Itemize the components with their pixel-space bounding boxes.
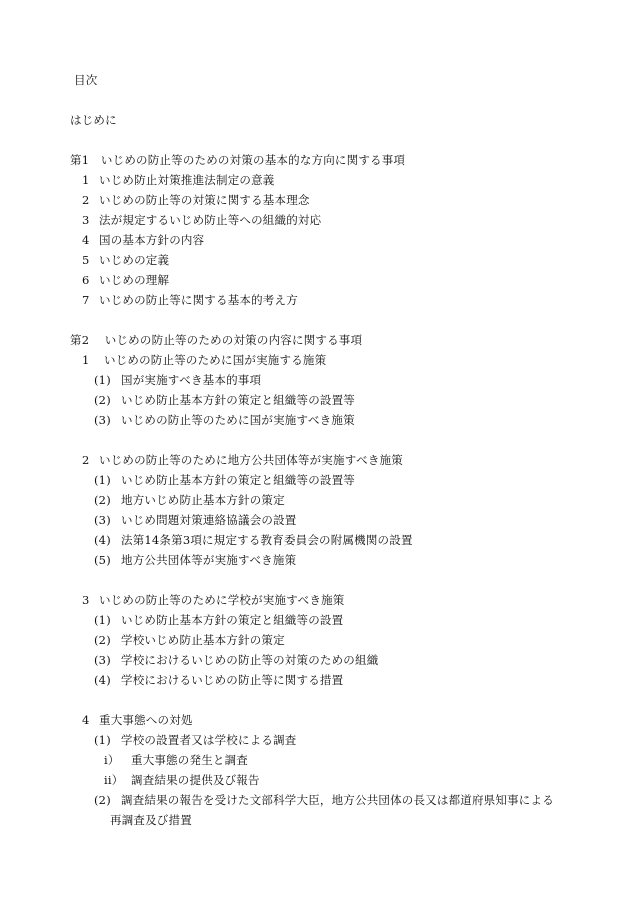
entry-number: (2) — [94, 493, 111, 507]
toc-entry — [82, 253, 169, 267]
entry-number: 5 — [82, 253, 90, 267]
entry-text: 法第14条第3項に規定する教育委員会の附属機関の設置 — [121, 533, 413, 547]
toc-entry — [94, 393, 355, 407]
entry-text: 法が規定するいじめ防止等への組織的対応 — [99, 213, 322, 227]
entry-text: いじめ問題対策連絡協議会の設置 — [121, 513, 297, 527]
section-text: いじめの防止等のために学校が実施すべき施策 — [99, 593, 345, 607]
toc-entry — [82, 273, 169, 287]
entry-text: いじめ防止基本方針の策定と組織等の設置等 — [121, 473, 355, 487]
section-title — [82, 713, 193, 727]
entry-number: 4 — [82, 233, 90, 247]
toc-entry — [94, 733, 297, 747]
section-number: 3 — [82, 593, 90, 607]
entry-text: 地方いじめ防止基本方針の策定 — [121, 493, 285, 507]
entry-text: いじめ防止対策推進法制定の意義 — [99, 173, 275, 187]
entry-number: (1) — [94, 613, 111, 627]
toc-entry — [94, 413, 355, 427]
entry-text: 国が実施すべき基本的事項 — [121, 373, 262, 387]
entry-text: いじめの防止等のために国が実施すべき施策 — [121, 413, 355, 427]
entry-text: 学校におけるいじめの防止等に関する措置 — [121, 673, 344, 687]
toc-heading: 目次 — [74, 73, 98, 87]
section-title — [82, 353, 326, 367]
toc-entry — [94, 373, 261, 387]
entry-text: いじめの理解 — [99, 273, 170, 287]
subentry-text: 重大事態の発生と調査 — [131, 753, 248, 767]
section-title — [82, 593, 344, 607]
entry-number: 6 — [82, 273, 90, 287]
entry-text: いじめの定義 — [99, 253, 170, 267]
entry-text: いじめ防止基本方針の策定と組織等の設置等 — [121, 393, 355, 407]
section-text: いじめの防止等のために地方公共団体等が実施すべき施策 — [99, 453, 403, 467]
toc-entry — [82, 173, 275, 187]
entry-number: (3) — [94, 653, 111, 667]
toc-entry — [82, 293, 298, 307]
entry-number: (2) — [94, 393, 111, 407]
section-text: 重大事態への対処 — [99, 713, 193, 727]
entry-number: (4) — [94, 673, 111, 687]
toc-entry — [82, 213, 321, 227]
section-text: いじめの防止等のために国が実施する施策 — [104, 353, 327, 367]
toc-entry — [94, 673, 343, 687]
toc-subentry — [104, 753, 248, 767]
entry-text: 学校におけるいじめの防止等の対策のための組織 — [121, 653, 379, 667]
entry-number: (1) — [94, 373, 111, 387]
toc-entry — [94, 493, 285, 507]
entry-number: (5) — [94, 553, 111, 567]
entry-text: いじめ防止基本方針の策定と組織等の設置 — [121, 613, 344, 627]
section-number: 2 — [82, 453, 90, 467]
entry-number: 7 — [82, 293, 90, 307]
entry-text: 調査結果の報告を受けた文部科学大臣，地方公共団体の長又は都道府県知事による — [121, 793, 554, 807]
entry-number: (2) — [94, 633, 111, 647]
section-number: 1 — [82, 353, 90, 367]
toc-entry — [94, 793, 554, 807]
toc-subentry — [104, 773, 260, 787]
section-title — [82, 453, 403, 467]
entry-text: 学校いじめ防止基本方針の策定 — [121, 633, 285, 647]
entry-number: (2) — [94, 793, 111, 807]
entry-continuation: 再調査及び措置 — [110, 813, 192, 827]
entry-number: (1) — [94, 473, 111, 487]
entry-number: 1 — [82, 173, 90, 187]
subentry-number: i） — [104, 753, 120, 767]
subentry-text: 調査結果の提供及び報告 — [131, 773, 260, 787]
entry-number: (1) — [94, 733, 111, 747]
toc-entry — [94, 513, 297, 527]
entry-text: 学校の設置者又は学校による調査 — [121, 733, 297, 747]
entry-number: 2 — [82, 193, 90, 207]
toc-entry — [94, 473, 355, 487]
toc-entry — [94, 633, 285, 647]
subentry-number: ii） — [104, 773, 124, 787]
entry-text: 地方公共団体等が実施すべき施策 — [121, 553, 297, 567]
toc-intro: はじめに — [70, 113, 117, 127]
entry-number: (3) — [94, 513, 111, 527]
toc-entry — [82, 193, 310, 207]
section-number: 4 — [82, 713, 90, 727]
entry-number: 3 — [82, 213, 90, 227]
toc-entry — [94, 653, 378, 667]
entry-text: 国の基本方針の内容 — [99, 233, 205, 247]
part2-title: 第2 いじめの防止等のための対策の内容に関する事項 — [70, 333, 363, 347]
toc-entry — [94, 553, 296, 567]
entry-number: (3) — [94, 413, 111, 427]
toc-entry — [82, 233, 204, 247]
part1-title: 第1 いじめの防止等のための対策の基本的な方向に関する事項 — [70, 153, 406, 167]
entry-text: いじめの防止等の対策に関する基本理念 — [99, 193, 310, 207]
entry-number: (4) — [94, 533, 111, 547]
toc-entry — [94, 613, 343, 627]
entry-text: いじめの防止等に関する基本的考え方 — [99, 293, 298, 307]
toc-entry — [94, 533, 413, 547]
